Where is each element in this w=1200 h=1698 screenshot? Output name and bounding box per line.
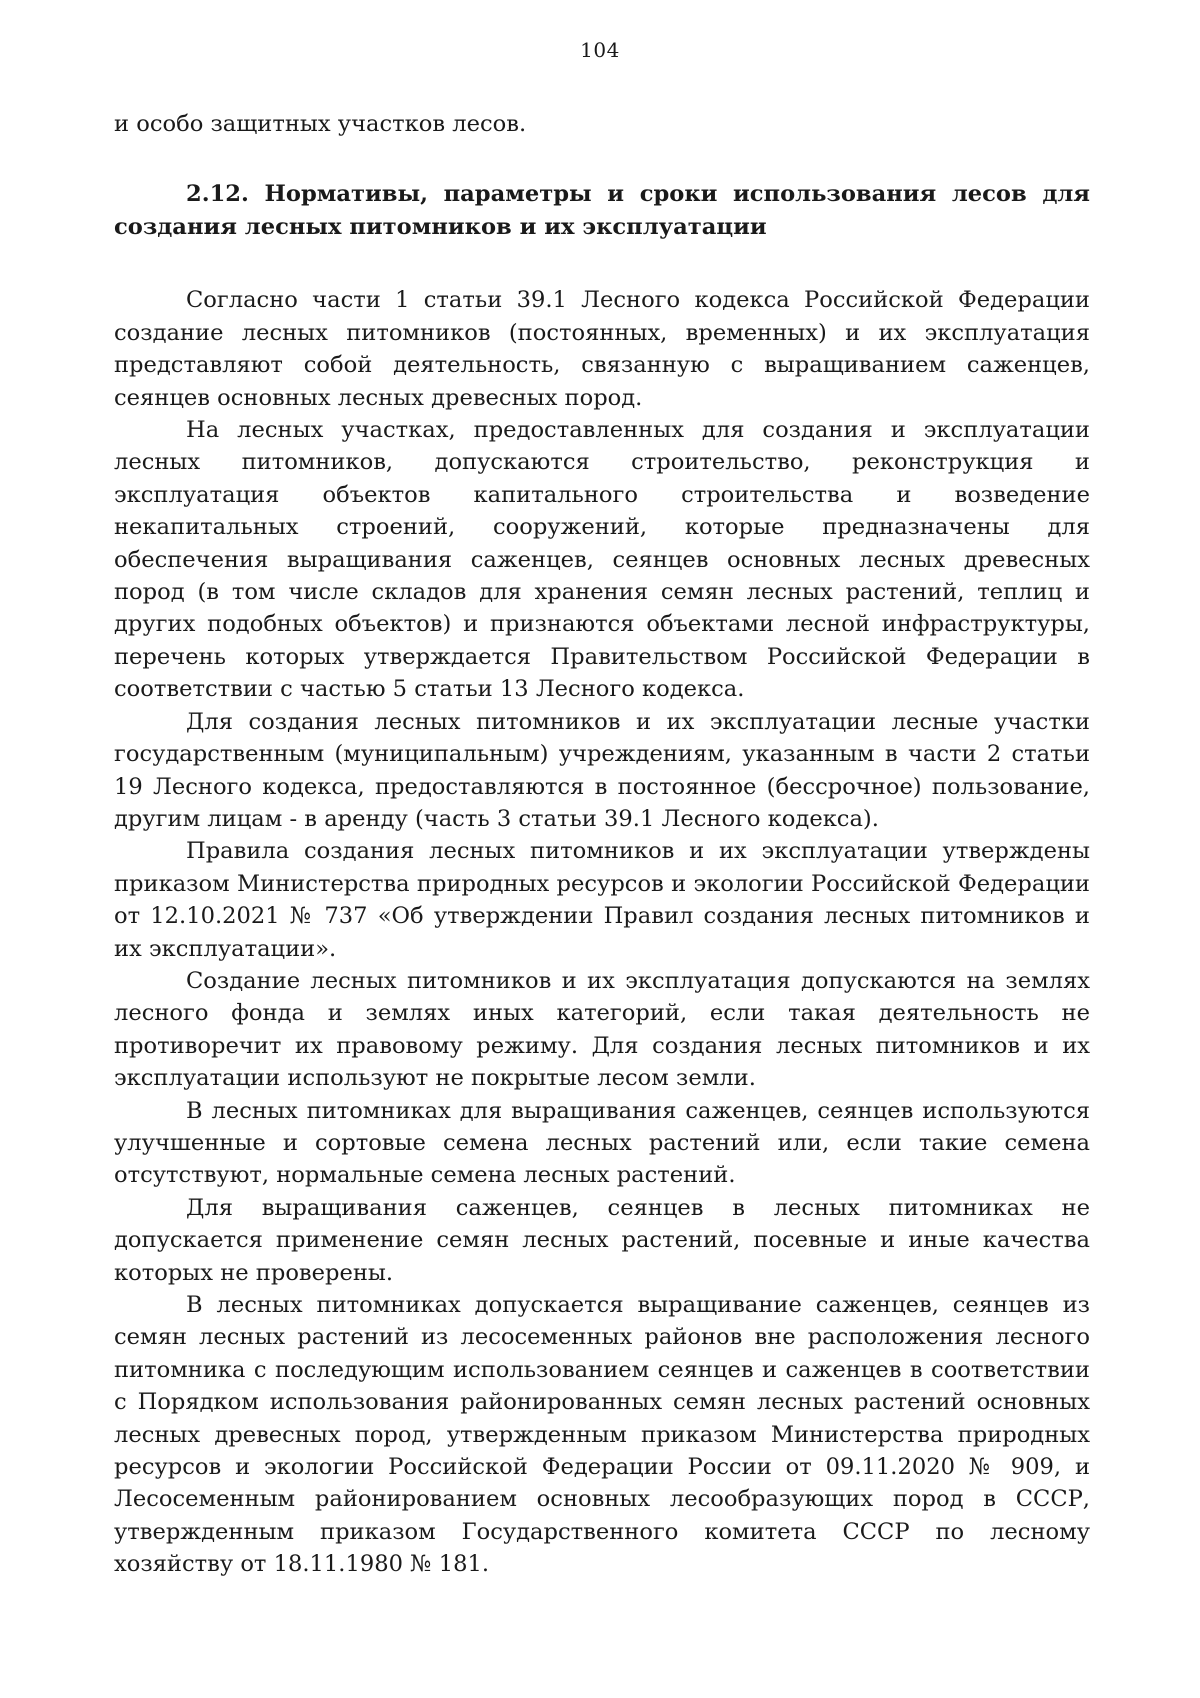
document-body [114,108,1090,1581]
paragraph-6: В лесных питомниках для выращивания саженцев, сеянцев используются улучшенные и сортовые семена лесных растений или, если такие семена отсутствуют, нормальные семена лесных растений. [114,1097,1090,1189]
section-heading: 2.12. Нормативы, параметры и сроки использования лесов для создания лесных питомников и их эксплуатации [114,181,1090,241]
paragraph-2: На лесных участках, предоставленных для создания и эксплуатации лесных питомников, допускаются строительство, реконструкция и эксплуатация объектов капитального строительства и возведение некапитальных строений, сооружений, которые предназначены для обеспечения выращивания саженцев, сеянцев основных лесных древесных пород (в том числе складов для хранения семян лесных растений, теплиц и других подобных объектов) и признаются объектами лесной инфраструктуры, перечень которых утверждается Правительством Российской Федерации в соответствии с частью 5 статьи 13 Лесного кодекса. [114,417,1090,703]
paragraph-3: Для создания лесных питомников и их эксплуатации лесные участки государственным (муниципальным) учреждениям, указанным в части 2 статьи 19 Лесного кодекса, предоставляются в постоянное (бессрочное) пользование, другим лицам - в аренду (часть 3 статьи 39.1 Лесного кодекса). [114,708,1090,832]
paragraph-5: Создание лесных питомников и их эксплуатация допускаются на землях лесного фонда и землях иных категорий, если такая деятельность не противоречит их правовому режиму. Для создания лесных питомников и их эксплуатации используют не покрытые лесом земли. [114,967,1090,1092]
continuation-text: и особо защитных участков лесов. [114,111,527,137]
paragraph-7: Для выращивания саженцев, сеянцев в лесных питомниках не допускается применение семян лесных растений, посевные и иные качества которых не проверены. [114,1194,1090,1286]
paragraph-1: Согласно части 1 статьи 39.1 Лесного кодекса Российской Федерации создание лесных питомников (постоянных, временных) и их эксплуатация представляют собой деятельность, связанную с выращиванием саженцев, сеянцев основных лесных древесных пород. [114,287,1090,411]
page-number: 104 [580,38,620,62]
paragraph-8: В лесных питомниках допускается выращивание саженцев, сеянцев из семян лесных растений из лесосеменных районов вне расположения лесного питомника с последующим использованием сеянцев и саженцев в соответствии с Порядком использования районированных семян лесных растений основных лесных древесных пород, утвержденным приказом Министерства природных ресурсов и экологии Российской Федерации России от 09.11.2020 № 909, и Лесосеменным районированием основных лесообразующих пород в СССР, утвержденным приказом Государственного комитета СССР по лесному хозяйству от 18.11.1980 № 181. [114,1292,1090,1578]
paragraph-4: Правила создания лесных питомников и их эксплуатации утверждены приказом Министерства природных ресурсов и экологии Российской Федерации от 12.10.2021 № 737 «Об утверждении Правил создания лесных питомников и их эксплуатации». [114,838,1090,962]
